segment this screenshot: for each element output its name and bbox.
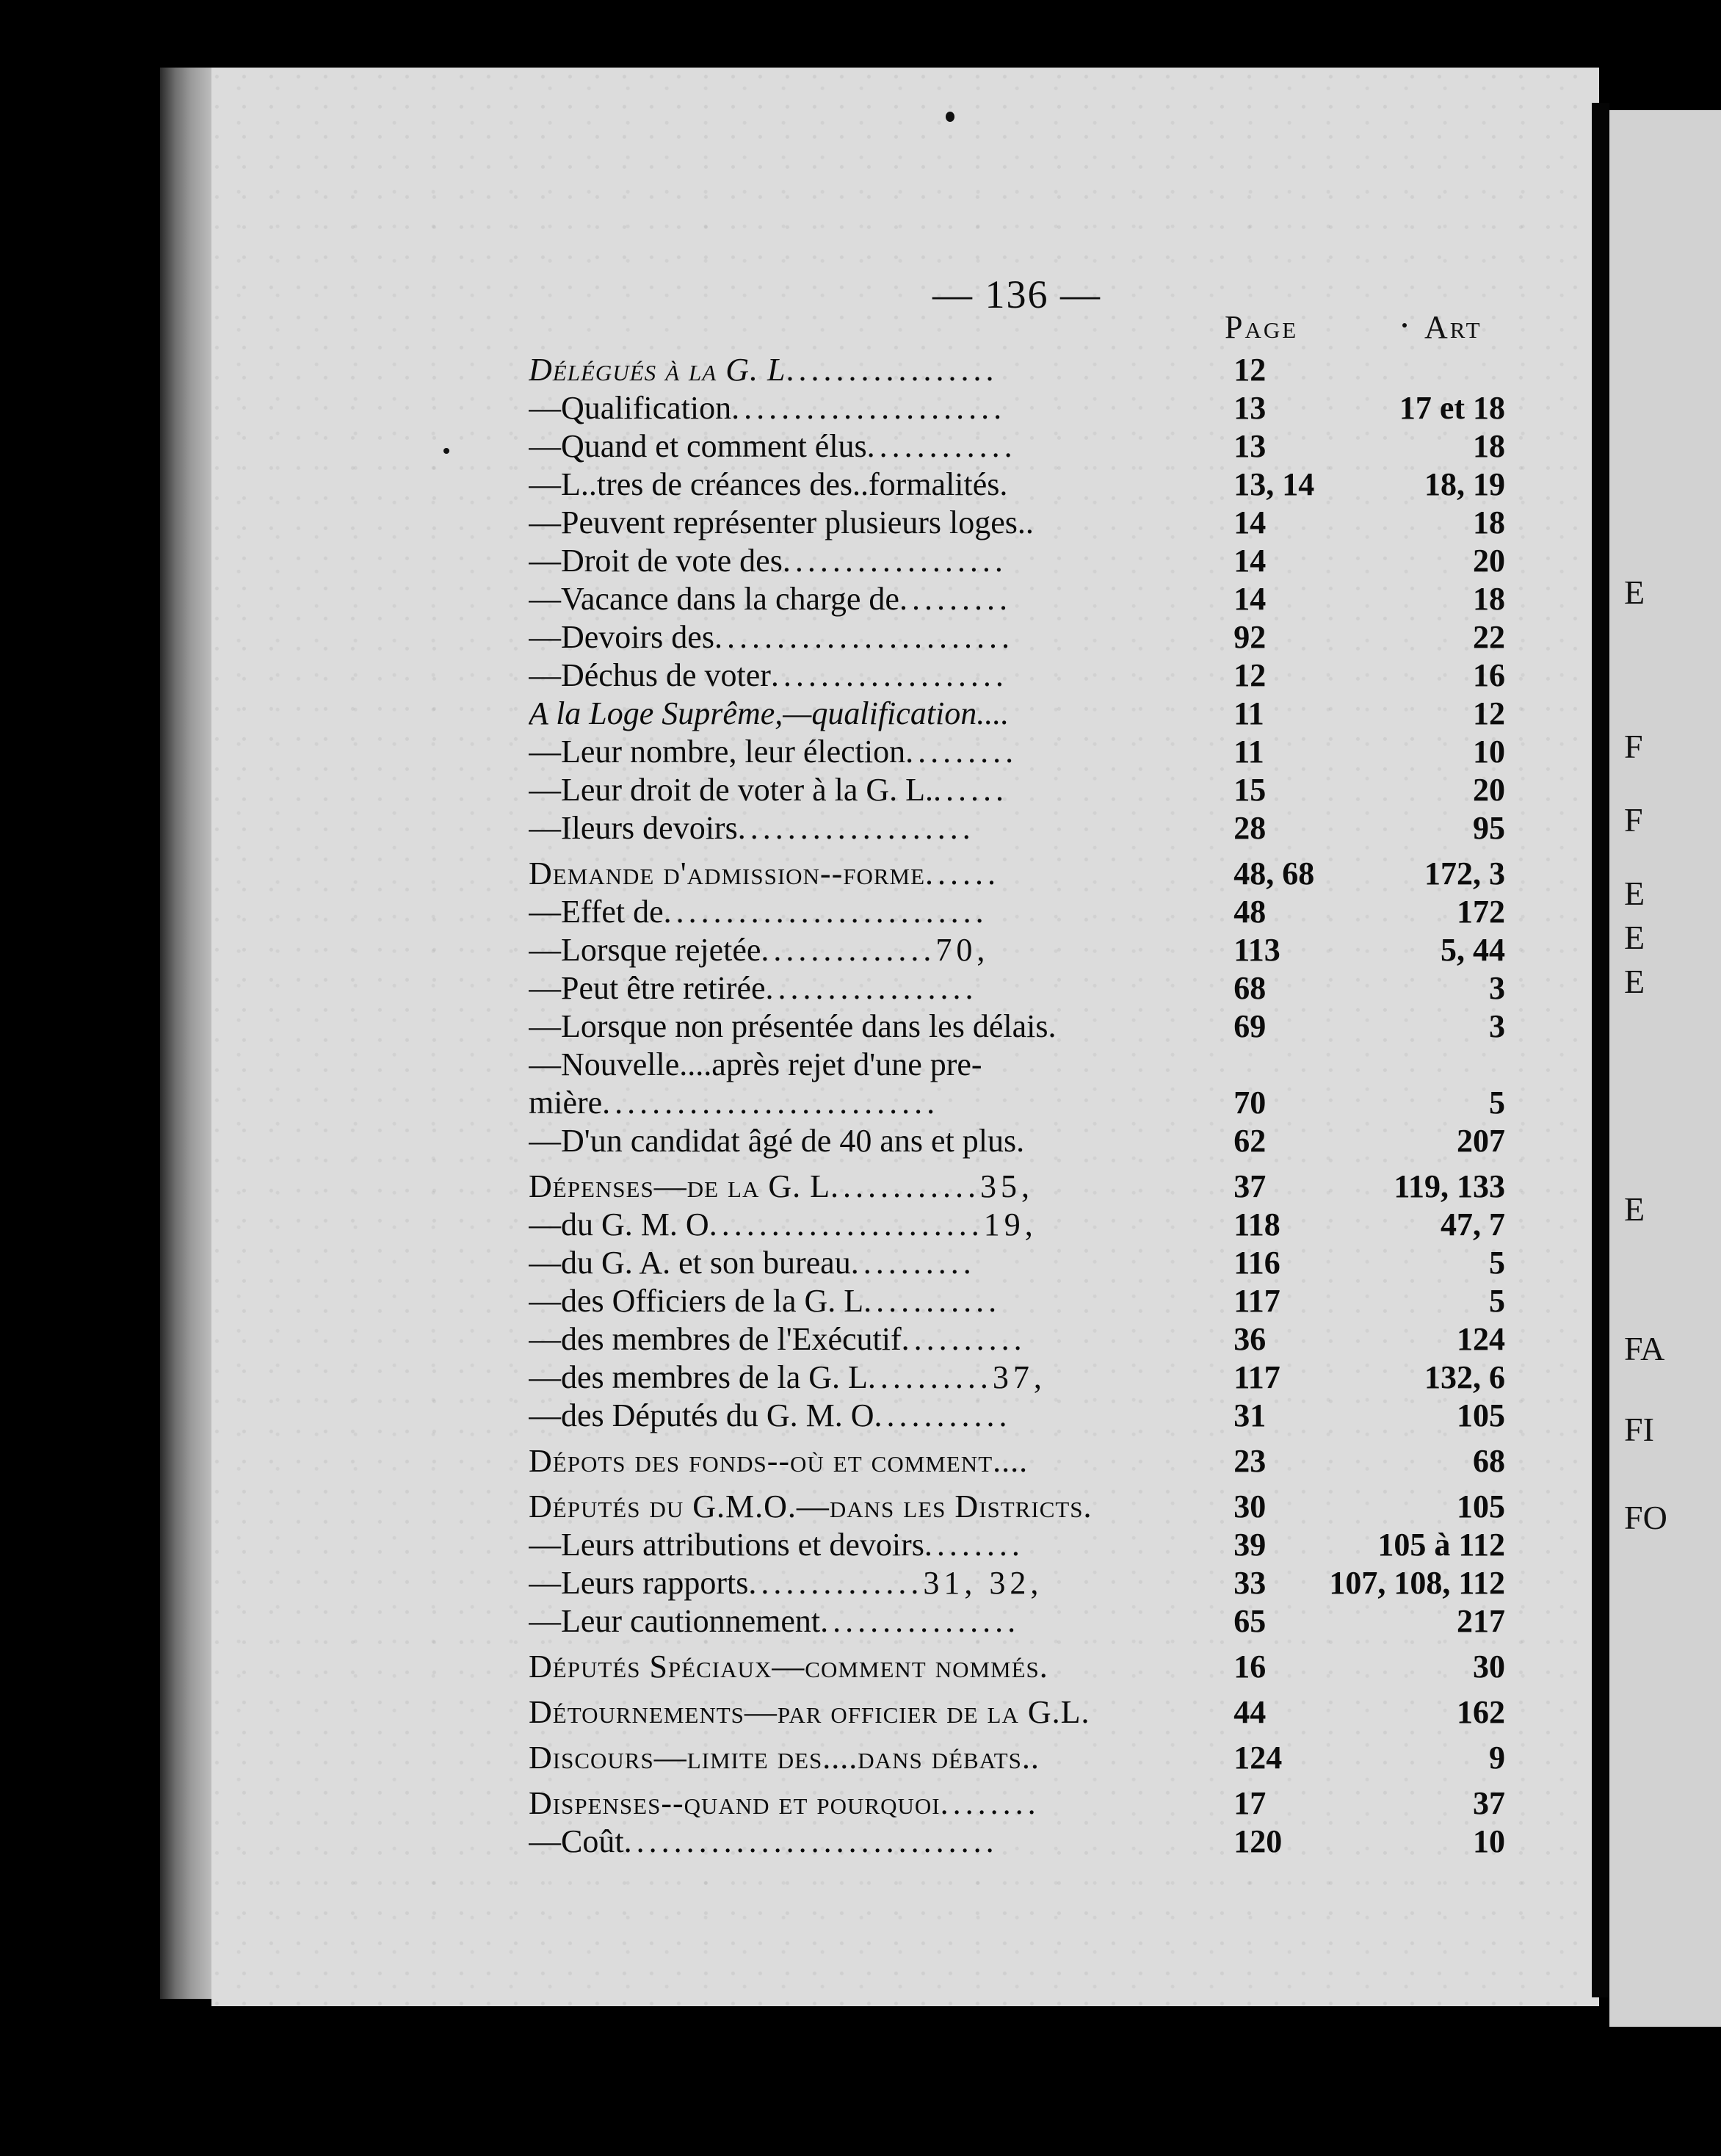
scan-speck: [443, 448, 449, 454]
index-article-ref: 105 à 112: [1377, 1527, 1505, 1563]
index-article-ref: 22: [1473, 619, 1505, 655]
index-table: [529, 351, 1505, 1861]
index-row: [529, 893, 1505, 931]
index-article-ref: 16: [1473, 657, 1505, 693]
index-article-ref: 124: [1457, 1321, 1505, 1357]
dot-leader: ......................: [731, 390, 1007, 426]
index-page-ref: 124: [1233, 1740, 1283, 1776]
index-page-ref: 48, 68: [1233, 855, 1315, 891]
index-term: —Droit de vote des: [529, 543, 783, 579]
index-row: [529, 351, 1505, 389]
index-term: —Qualification: [529, 390, 732, 426]
index-row: [529, 1282, 1505, 1320]
index-row: [529, 969, 1505, 1008]
index-term: Détournements—par officier de la G.L.: [529, 1694, 1090, 1730]
index-term-cell: [529, 771, 1232, 809]
index-term: —Peuvent représenter plusieurs loges..: [529, 504, 1034, 540]
index-article-ref: 20: [1473, 543, 1505, 579]
index-row: [529, 1008, 1505, 1046]
scan-speck: [1402, 323, 1407, 328]
index-article-ref: 5: [1489, 1245, 1505, 1281]
index-term-cell: [529, 893, 1232, 931]
index-article-ref: 3: [1489, 1008, 1505, 1044]
index-article-ref: 95: [1473, 810, 1505, 846]
index-term: —D'un candidat âgé de 40 ans et plus.: [529, 1123, 1025, 1159]
index-article-ref: 5: [1489, 1085, 1505, 1121]
index-term: —des membres de l'Exécutif: [529, 1321, 902, 1357]
index-article-ref: 105: [1457, 1488, 1505, 1524]
index-term: —Quand et comment élus: [529, 428, 867, 464]
index-page-ref: 13: [1233, 390, 1267, 426]
index-term-cell: [529, 1046, 1232, 1084]
index-row: [529, 1122, 1505, 1160]
dot-leader: ..........37,: [867, 1359, 1046, 1395]
index-article-ref: 37: [1473, 1785, 1505, 1821]
facing-page-letter: FO: [1624, 1499, 1667, 1536]
index-term: A la Loge Suprême,—qualification....: [529, 695, 1010, 731]
index-article-ref: 172: [1457, 894, 1505, 930]
index-term-cell: [529, 351, 1232, 389]
index-term-cell: [529, 466, 1232, 504]
dot-leader: .................: [786, 352, 999, 388]
index-row: [529, 809, 1505, 847]
index-term-cell: [529, 1640, 1232, 1686]
index-term-cell: [529, 1435, 1232, 1480]
index-term: Discours—limite des....dans débats..: [529, 1740, 1040, 1776]
index-term: mière: [529, 1085, 603, 1121]
index-term: Dépots des fonds--où et comment....: [529, 1443, 1029, 1479]
index-term: —Lorsque non présentée dans les délais.: [529, 1008, 1057, 1044]
index-page-ref: 117: [1233, 1359, 1280, 1395]
index-term-cell: [529, 1686, 1232, 1732]
facing-page-letter: FI: [1624, 1411, 1654, 1448]
index-page-ref: 69: [1233, 1008, 1267, 1044]
index-term: —Leurs attributions et devoirs: [529, 1527, 924, 1563]
dot-leader: ..........: [901, 1321, 1026, 1357]
index-article-ref: 162: [1457, 1694, 1505, 1730]
index-row: [529, 695, 1505, 733]
index-article-ref: [1314, 1046, 1505, 1084]
index-term: —Déchus de voter: [529, 657, 771, 693]
dot-leader: ...................: [770, 657, 1008, 693]
dot-leader: .........: [899, 581, 1012, 617]
index-term: Demande d'admission--forme: [529, 855, 926, 891]
index-term-cell: [529, 1244, 1232, 1282]
index-article-ref: 207: [1457, 1123, 1505, 1159]
index-term-cell: [529, 733, 1232, 771]
dot-leader: ........: [924, 1527, 1024, 1563]
index-term-cell: [529, 847, 1232, 893]
dot-leader: ...........: [863, 1283, 1001, 1319]
index-article-ref: 5, 44: [1441, 932, 1505, 968]
index-term: —des membres de la G. L: [529, 1359, 868, 1395]
dot-leader: ............35,: [830, 1168, 1034, 1204]
index-term: —du G. A. et son bureau: [529, 1245, 851, 1281]
index-article-ref: 172, 3: [1424, 855, 1505, 891]
index-article-ref: 18, 19: [1424, 466, 1505, 502]
index-term: Dispenses--quand et pourquoi: [529, 1785, 941, 1821]
index-term: Députés du G.M.O.—dans les Districts.: [529, 1488, 1093, 1524]
index-row: [529, 1435, 1505, 1480]
index-term-cell: [529, 1397, 1232, 1435]
index-page-ref: 15: [1233, 772, 1267, 808]
facing-page-letter: E: [1624, 875, 1645, 912]
index-article-ref: 47, 7: [1441, 1207, 1505, 1242]
index-row: [529, 1526, 1505, 1564]
index-term: —L..tres de créances des..formalités.: [529, 466, 1008, 502]
index-row: [529, 1823, 1505, 1861]
index-term-cell: [529, 542, 1232, 580]
index-page-ref: [1232, 1046, 1314, 1084]
index-row: [529, 771, 1505, 809]
index-article-ref: 18: [1473, 428, 1505, 464]
index-row: [529, 1320, 1505, 1359]
index-row: [529, 1160, 1505, 1206]
facing-page-letter: E: [1624, 1190, 1645, 1228]
index-row: [529, 656, 1505, 695]
index-page-ref: 12: [1233, 352, 1267, 388]
index-article-ref: 9: [1489, 1740, 1505, 1776]
index-page-ref: 14: [1233, 543, 1267, 579]
index-page-ref: 44: [1233, 1694, 1267, 1730]
index-term: —Vacance dans la charge de: [529, 581, 899, 617]
facing-page-letter: E: [1624, 574, 1645, 611]
index-article-ref: 119, 133: [1394, 1168, 1505, 1204]
index-page-ref: 68: [1233, 970, 1267, 1006]
facing-page: [1609, 110, 1721, 2027]
index-article-ref: 105: [1457, 1397, 1505, 1433]
index-row: [529, 1244, 1505, 1282]
dot-leader: ..................: [782, 543, 1007, 579]
index-term-cell: [529, 809, 1232, 847]
dot-leader: ......: [925, 855, 1001, 891]
index-term-cell: [529, 1122, 1232, 1160]
book-edge: [160, 68, 211, 1999]
dot-leader: ...........: [874, 1397, 1012, 1433]
index-term-cell: [529, 1602, 1232, 1640]
index-term-cell: [529, 504, 1232, 542]
facing-page-letter: E: [1624, 963, 1645, 1000]
index-page-ref: 13, 14: [1233, 466, 1315, 502]
index-term-cell: [529, 1823, 1232, 1861]
index-row: [529, 618, 1505, 656]
index-page-ref: 116: [1233, 1245, 1280, 1281]
index-article-ref: 17 et 18: [1399, 390, 1505, 426]
index-page-ref: 33: [1233, 1565, 1267, 1601]
index-row: [529, 931, 1505, 969]
index-term-cell: [529, 1282, 1232, 1320]
dot-leader: ..............70,: [761, 932, 990, 968]
index-page-ref: 39: [1233, 1527, 1267, 1563]
index-term: —Leurs rapports: [529, 1565, 749, 1601]
index-page-ref: 13: [1233, 428, 1267, 464]
index-term: —des Officiers de la G. L: [529, 1283, 864, 1319]
index-row: [529, 1564, 1505, 1602]
index-row: [529, 504, 1505, 542]
dot-leader: ..............31, 32,: [748, 1565, 1043, 1601]
index-term-cell: [529, 580, 1232, 618]
index-article-ref: 10: [1473, 1823, 1505, 1859]
index-row: [529, 1732, 1505, 1777]
index-page-ref: 70: [1233, 1085, 1267, 1121]
index-term: —Leur droit de voter à la G. L.: [529, 772, 934, 808]
index-page-ref: 11: [1233, 695, 1264, 731]
index-page-ref: 12: [1233, 657, 1267, 693]
index-term-cell: [529, 695, 1232, 733]
index-term: Délégués à la G. L: [529, 352, 786, 388]
index-page-ref: 14: [1233, 504, 1267, 540]
scan-speck: [946, 112, 954, 122]
index-article-ref: [1314, 351, 1505, 389]
index-row: [529, 1777, 1505, 1823]
dot-leader: ........................: [714, 619, 1014, 655]
index-term: Dépenses—de la G. L: [529, 1168, 830, 1204]
index-term-cell: [529, 1480, 1232, 1526]
index-term-cell: [529, 1008, 1232, 1046]
facing-page-letter: F: [1624, 801, 1643, 839]
index-row: [529, 466, 1505, 504]
index-page-ref: 117: [1233, 1283, 1280, 1319]
index-term-cell: [529, 1160, 1232, 1206]
index-article-ref: 107, 108, 112: [1329, 1565, 1505, 1601]
index-term-cell: [529, 1084, 1232, 1122]
index-term: —Ileurs devoirs: [529, 810, 738, 846]
column-header-art: Art: [1424, 309, 1482, 345]
index-term-cell: [529, 1732, 1232, 1777]
index-page-ref: 31: [1233, 1397, 1267, 1433]
index-page-ref: 36: [1233, 1321, 1267, 1357]
index-row: [529, 1084, 1505, 1122]
index-row: [529, 1046, 1505, 1084]
dot-leader: .........: [905, 734, 1018, 770]
index-page-ref: 37: [1233, 1168, 1267, 1204]
facing-page-letter: E: [1624, 919, 1645, 956]
index-article-ref: 20: [1473, 772, 1505, 808]
index-term-cell: [529, 1564, 1232, 1602]
index-page-ref: 11: [1233, 734, 1264, 770]
dot-leader: ..........: [850, 1245, 976, 1281]
index-page-ref: 62: [1233, 1123, 1267, 1159]
index-row: [529, 1206, 1505, 1244]
index-term-cell: [529, 389, 1232, 427]
index-row: [529, 1480, 1505, 1526]
index-term: —Lorsque rejetée: [529, 932, 761, 968]
index-page-ref: 48: [1233, 894, 1267, 930]
dot-leader: ................: [820, 1603, 1021, 1639]
index-row: [529, 427, 1505, 466]
index-article-ref: 18: [1473, 581, 1505, 617]
index-article-ref: 10: [1473, 734, 1505, 770]
index-term: —des Députés du G. M. O: [529, 1397, 874, 1433]
index-article-ref: 5: [1489, 1283, 1505, 1319]
dot-leader: ..............................: [623, 1823, 999, 1859]
index-term: —Leur nombre, leur élection: [529, 734, 906, 770]
index-term: —Nouvelle....après rejet d'une pre-: [529, 1046, 982, 1082]
index-term: —Effet de: [529, 894, 664, 930]
index-term-cell: [529, 1359, 1232, 1397]
index-article-ref: 132, 6: [1424, 1359, 1505, 1395]
index-row: [529, 1359, 1505, 1397]
index-page-ref: 28: [1233, 810, 1267, 846]
index-term-cell: [529, 1206, 1232, 1244]
index-term-cell: [529, 427, 1232, 466]
index-term-cell: [529, 1777, 1232, 1823]
index-row: [529, 1686, 1505, 1732]
index-row: [529, 847, 1505, 893]
index-term: —Devoirs des: [529, 619, 714, 655]
index-article-ref: 68: [1473, 1443, 1505, 1479]
index-page-ref: 17: [1233, 1785, 1267, 1821]
index-page-ref: 92: [1233, 619, 1267, 655]
index-article-ref: 217: [1457, 1603, 1505, 1639]
index-row: [529, 389, 1505, 427]
index-page-ref: 118: [1233, 1207, 1280, 1242]
dot-leader: ............: [866, 428, 1017, 464]
index-page-ref: 23: [1233, 1443, 1267, 1479]
index-term-cell: [529, 1526, 1232, 1564]
dot-leader: ......: [933, 772, 1009, 808]
index-page-ref: 65: [1233, 1603, 1267, 1639]
dot-leader: ......................19,: [709, 1207, 1037, 1242]
index-term-cell: [529, 931, 1232, 969]
index-term-cell: [529, 1320, 1232, 1359]
index-term: —Coût: [529, 1823, 624, 1859]
index-article-ref: 3: [1489, 970, 1505, 1006]
index-row: [529, 733, 1505, 771]
index-page-ref: 14: [1233, 581, 1267, 617]
dot-leader: .................: [765, 970, 978, 1006]
index-row: [529, 542, 1505, 580]
column-header-page: Page: [1225, 309, 1299, 345]
index-page-ref: 120: [1233, 1823, 1283, 1859]
page-number: — 136 —: [932, 272, 1101, 316]
facing-page-letter: FA: [1624, 1330, 1665, 1367]
index-article-ref: 12: [1473, 695, 1505, 731]
index-term: —du G. M. O: [529, 1207, 709, 1242]
index-page-ref: 30: [1233, 1488, 1267, 1524]
index-term: Députés Spéciaux—comment nommés.: [529, 1649, 1048, 1685]
index-row: [529, 1640, 1505, 1686]
facing-page-letter: F: [1624, 728, 1643, 765]
index-page-ref: 16: [1233, 1649, 1267, 1685]
index-row: [529, 1602, 1505, 1640]
index-row: [529, 1397, 1505, 1435]
index-row: [529, 580, 1505, 618]
index-term-cell: [529, 656, 1232, 695]
index-article-ref: 30: [1473, 1649, 1505, 1685]
dot-leader: ...................: [737, 810, 975, 846]
index-term-cell: [529, 969, 1232, 1008]
index-term: —Peut être retirée: [529, 970, 766, 1006]
dot-leader: ..........................: [663, 894, 988, 930]
dot-leader: ...........................: [602, 1085, 940, 1121]
index-term: —Leur cautionnement: [529, 1603, 821, 1639]
index-page-ref: 113: [1233, 932, 1280, 968]
index-term-cell: [529, 618, 1232, 656]
book-gutter: [1592, 103, 1609, 1997]
index-article-ref: 18: [1473, 504, 1505, 540]
dot-leader: ........: [940, 1785, 1040, 1821]
